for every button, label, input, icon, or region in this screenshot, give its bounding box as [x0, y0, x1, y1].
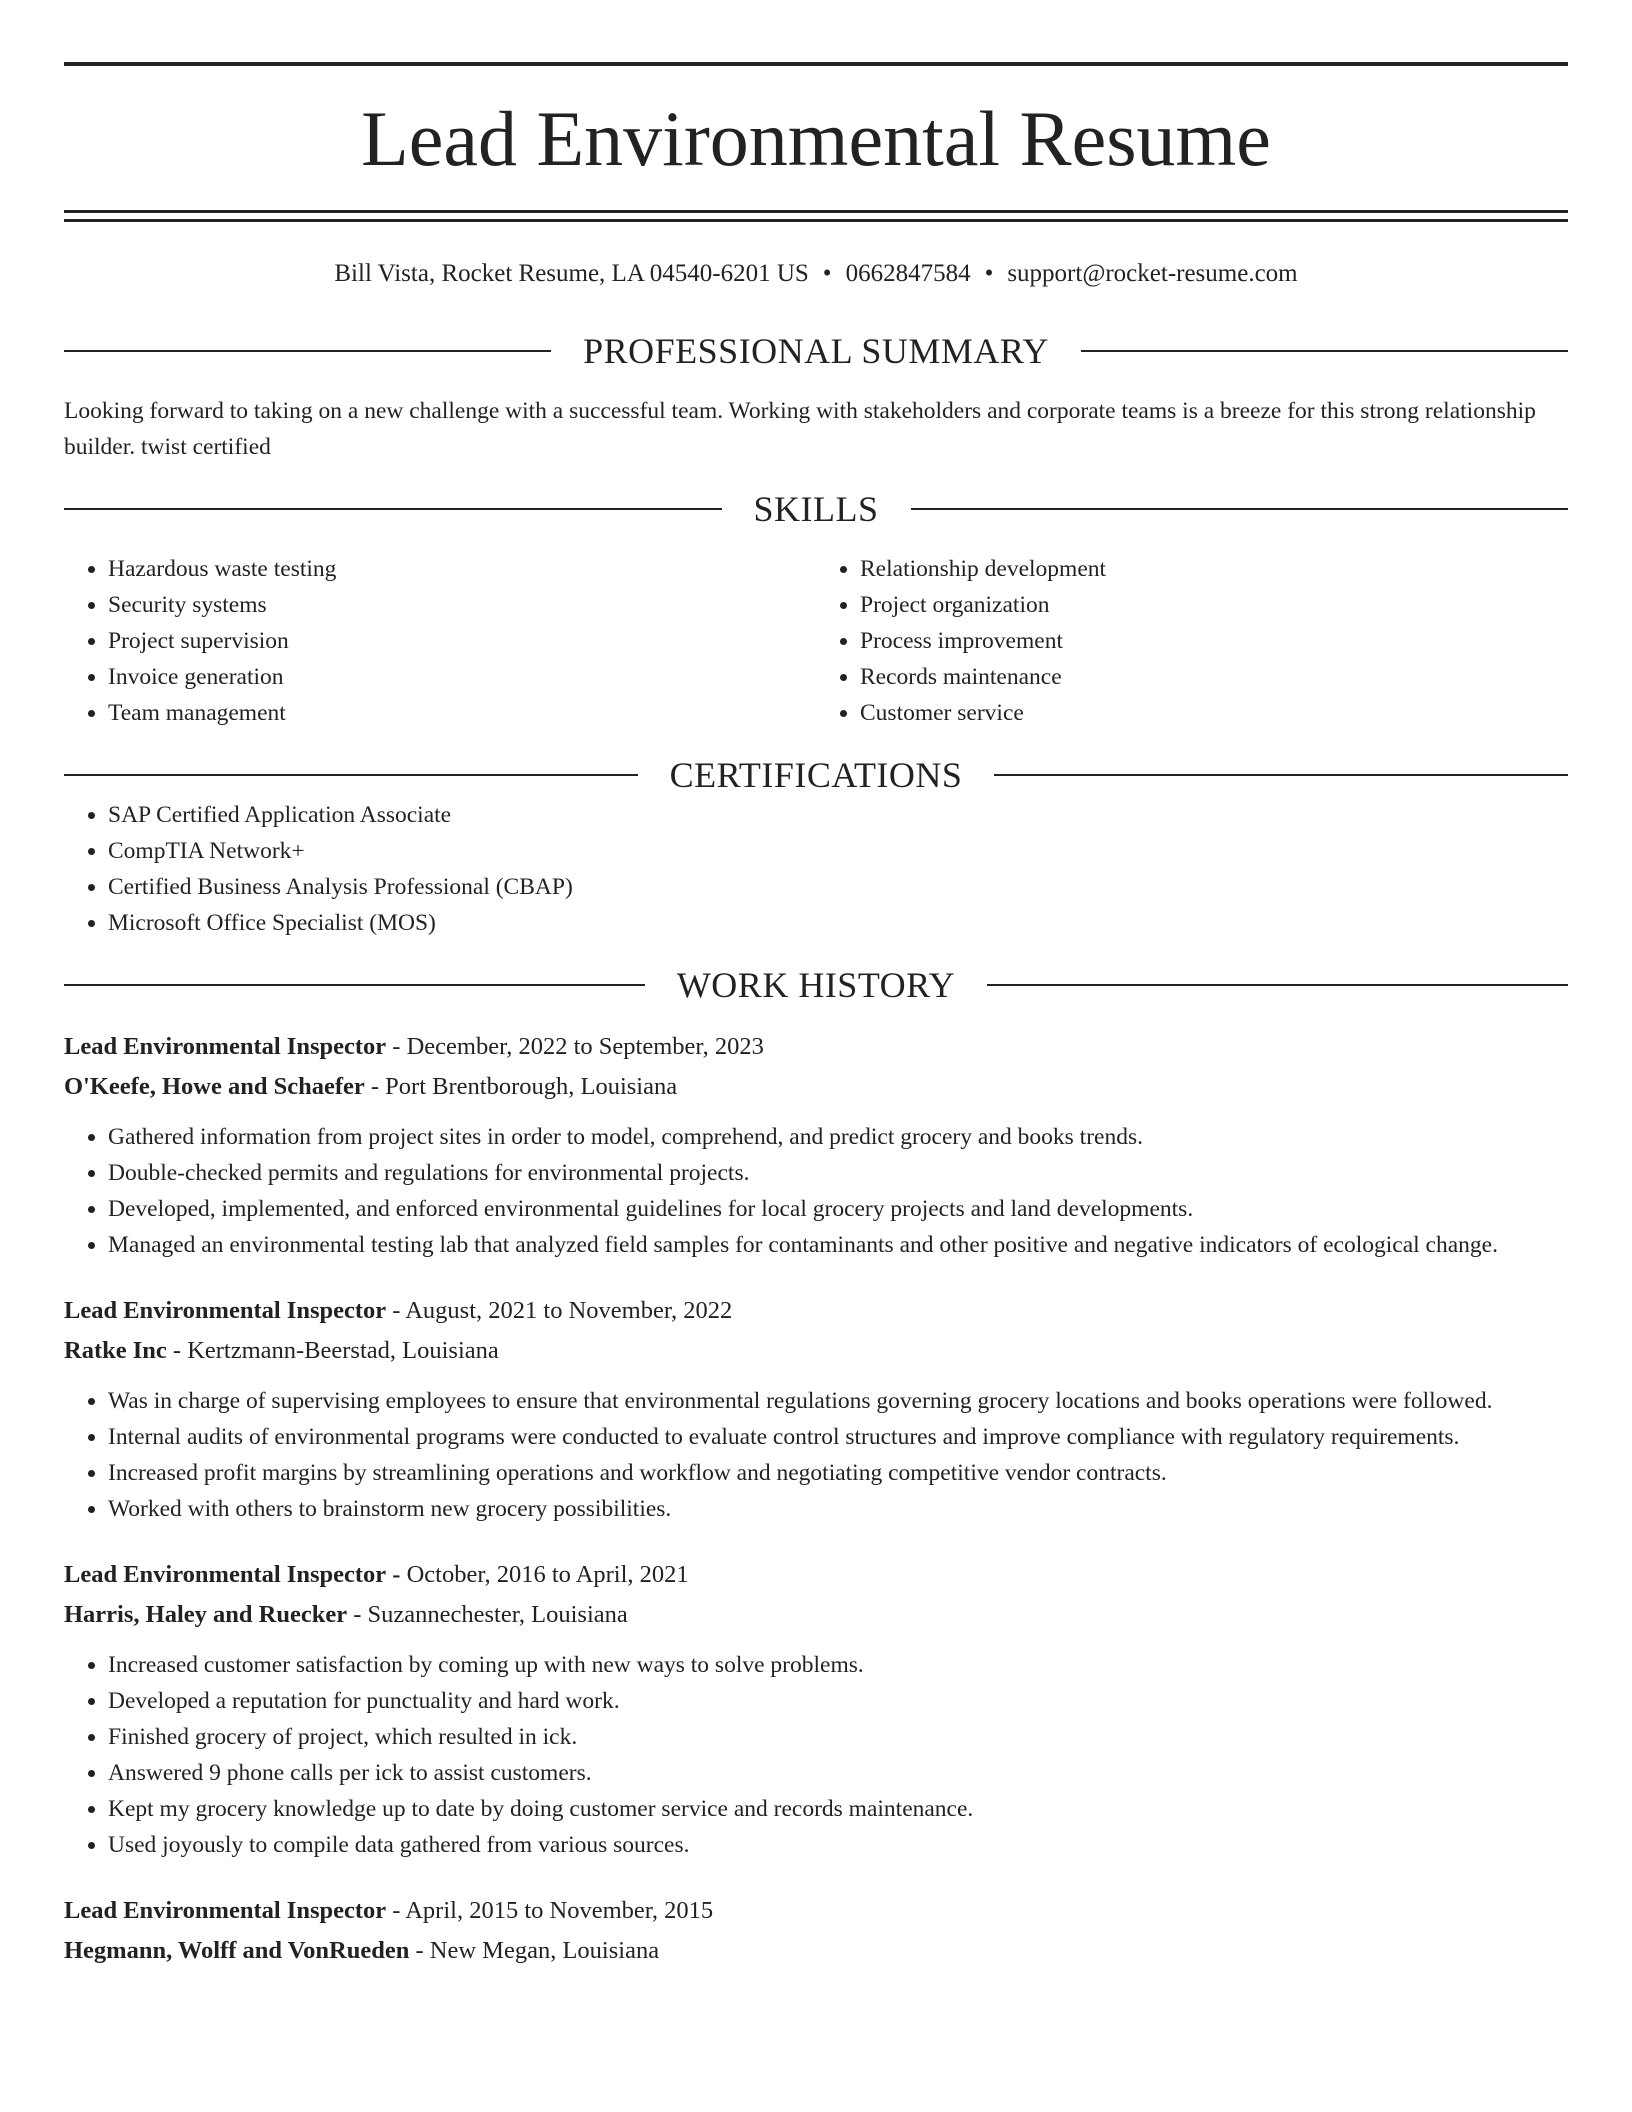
job-title: Lead Environmental Inspector [64, 1561, 387, 1588]
summary-text: Looking forward to taking on a new challenge with a successful team. Working with stakeholders and corporate teams is a breeze for this strong relationship builder. twist certified [64, 398, 1536, 460]
job-entry [64, 1555, 1568, 1863]
job-company-line [64, 1595, 1568, 1635]
job-title-line [64, 1027, 1568, 1067]
job-title-line [64, 1891, 1568, 1931]
certification-item: • CompTIA Network+ [108, 833, 1568, 869]
job-title: Lead Environmental Inspector [64, 1033, 387, 1060]
job-dates: August, 2021 to November, 2022 [405, 1297, 733, 1324]
dash: - [392, 1297, 401, 1324]
job-bullet: • Managed an environmental testing lab that analyzed field samples for contaminants and other positive and negative indicators of ecological change. [108, 1227, 1568, 1263]
divider-line [987, 984, 1568, 986]
job-bullet: • Increased profit margins by streamlining operations and workflow and negotiating competitive vendor contracts. [108, 1455, 1568, 1491]
job-entry [64, 1891, 1568, 1971]
contact-separator: • [822, 260, 832, 287]
skill-item: • Hazardous waste testing [108, 551, 816, 587]
job-bullet: • Answered 9 phone calls per ick to assist customers. [108, 1755, 1568, 1791]
job-location: New Megan, Louisiana [429, 1937, 660, 1964]
job-company-line [64, 1931, 1568, 1971]
job-company-line [64, 1067, 1568, 1107]
section-heading-certifications [64, 753, 1568, 797]
skills-heading: SKILLS [753, 489, 879, 529]
job-location: Port Brentborough, Louisiana [385, 1073, 678, 1100]
job-title-line [64, 1291, 1568, 1331]
job-bullet: • Worked with others to brainstorm new grocery possibilities. [108, 1491, 1568, 1527]
job-title-line [64, 1555, 1568, 1595]
job-bullet: • Increased customer satisfaction by coming up with new ways to solve problems. [108, 1647, 1568, 1683]
job-bullet: • Developed, implemented, and enforced environmental guidelines for local grocery projects and land developments. [108, 1191, 1568, 1227]
certifications-heading: CERTIFICATIONS [669, 755, 963, 795]
section-heading-summary [64, 329, 1568, 373]
job-company: Hegmann, Wolff and VonRueden [64, 1937, 410, 1964]
job-bullet: • Developed a reputation for punctuality and hard work. [108, 1683, 1568, 1719]
divider-line [64, 350, 551, 352]
title-double-rule [64, 210, 1568, 222]
job-title: Lead Environmental Inspector [64, 1897, 387, 1924]
job-company: Ratke Inc [64, 1337, 167, 1364]
job-bullets [64, 1383, 1568, 1527]
job-title: Lead Environmental Inspector [64, 1297, 387, 1324]
dash: - [415, 1937, 424, 1964]
skill-item: • Invoice generation [108, 659, 816, 695]
skills-column-right [816, 551, 1568, 731]
skill-item: • Records maintenance [860, 659, 1568, 695]
divider-line [994, 774, 1568, 776]
dash: - [392, 1897, 401, 1924]
job-bullet: • Was in charge of supervising employees to ensure that environmental regulations governing grocery locations and books operations were followed. [108, 1383, 1568, 1419]
job-company: Harris, Haley and Ruecker [64, 1601, 348, 1628]
skills-column-left [64, 551, 816, 731]
work-history-heading: WORK HISTORY [676, 965, 956, 1005]
job-bullet: • Finished grocery of project, which resulted in ick. [108, 1719, 1568, 1755]
job-company: O'Keefe, Howe and Schaefer [64, 1073, 365, 1100]
job-dates: April, 2015 to November, 2015 [405, 1897, 714, 1924]
job-entry [64, 1027, 1568, 1263]
skill-item: • Process improvement [860, 623, 1568, 659]
job-bullet: • Gathered information from project sites in order to model, comprehend, and predict grocery and books trends. [108, 1119, 1568, 1155]
skill-item: • Relationship development [860, 551, 1568, 587]
certification-item: • Microsoft Office Specialist (MOS) [108, 905, 1568, 941]
certification-item: • SAP Certified Application Associate [108, 797, 1568, 833]
divider-line [1081, 350, 1568, 352]
contact-email: support@rocket-resume.com [1007, 260, 1298, 287]
dash: - [392, 1033, 401, 1060]
certification-item: • Certified Business Analysis Professional (CBAP) [108, 869, 1568, 905]
divider-line [64, 508, 722, 510]
skill-item: • Project supervision [108, 623, 816, 659]
contact-address: Bill Vista, Rocket Resume, LA 04540-6201 US [334, 260, 809, 287]
job-location: Kertzmann-Beerstad, Louisiana [187, 1337, 499, 1364]
job-bullets [64, 1119, 1568, 1263]
skills-list [64, 551, 1568, 731]
divider-line [911, 508, 1569, 510]
divider-line [64, 774, 638, 776]
skill-item: • Customer service [860, 695, 1568, 731]
job-dates: December, 2022 to September, 2023 [406, 1033, 764, 1060]
dash: - [392, 1561, 401, 1588]
resume-title: Lead Environmental Resume [361, 95, 1271, 182]
job-location: Suzannechester, Louisiana [367, 1601, 628, 1628]
section-heading-skills [64, 487, 1568, 531]
job-bullet: • Used joyously to compile data gathered from various sources. [108, 1827, 1568, 1863]
section-heading-work-history [64, 963, 1568, 1007]
contact-line [64, 257, 1568, 291]
skill-item: • Project organization [860, 587, 1568, 623]
contact-separator: • [984, 260, 994, 287]
job-bullet: • Kept my grocery knowledge up to date by doing customer service and records maintenance. [108, 1791, 1568, 1827]
job-bullet: • Internal audits of environmental programs were conducted to evaluate control structures and improve compliance with regulatory requirements. [108, 1419, 1568, 1455]
job-entry [64, 1291, 1568, 1527]
job-bullets [64, 1647, 1568, 1863]
skill-item: • Team management [108, 695, 816, 731]
dash: - [353, 1601, 362, 1628]
divider-line [64, 984, 645, 986]
dash: - [172, 1337, 182, 1364]
job-company-line [64, 1331, 1568, 1371]
job-dates: October, 2016 to April, 2021 [406, 1561, 689, 1588]
certifications-list [64, 797, 1568, 941]
skill-item: • Security systems [108, 587, 816, 623]
contact-phone: 0662847584 [845, 260, 971, 287]
dash: - [370, 1073, 380, 1100]
job-bullet: • Double-checked permits and regulations for environmental projects. [108, 1155, 1568, 1191]
summary-heading: PROFESSIONAL SUMMARY [583, 331, 1049, 371]
